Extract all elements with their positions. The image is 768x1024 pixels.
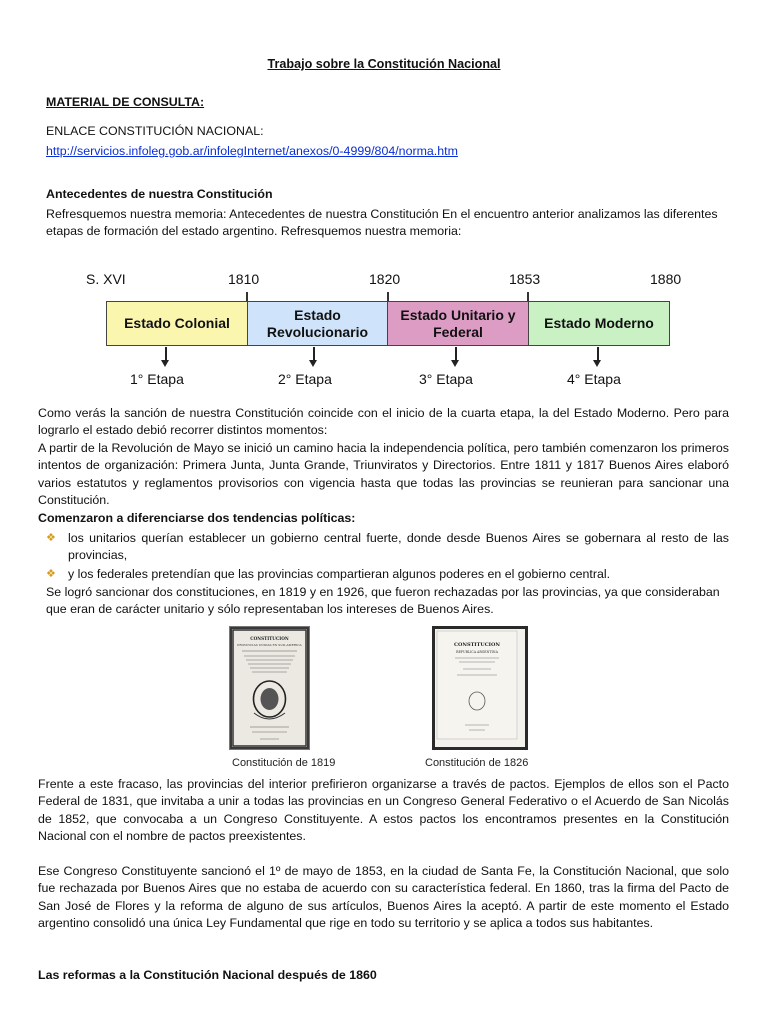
timeline-stage-1: 1° Etapa: [130, 371, 184, 387]
timeline-arrow: [313, 347, 315, 361]
timeline-year-1880: 1880: [650, 271, 682, 287]
timeline-arrow-head: [593, 360, 601, 367]
timeline-box-revolucionario: Estado Revolucionario: [247, 301, 388, 346]
list-item: [46, 530, 729, 565]
constitution-1819-image: [229, 626, 310, 750]
paragraph-4: Frente a este fracaso, las provincias del interior prefirieron organizarse a través de pactos. Ejemplos de ellos son el Pacto Federal de 1831, que invitaba a unir a todas las provincias en un Congreso General Federativo o el Acuerdo de San Nicolás de 1852, que convocaba a un Congreso Constituyente. A estos pactos los encontramos presentes en la Constitución Nacional con el nombre de pactos preexistentes.: [38, 777, 729, 844]
list-item: [46, 566, 729, 584]
timeline-box-unitario-federal: Estado Unitario y Federal: [387, 301, 529, 346]
timeline-stage-3: 3° Etapa: [419, 371, 473, 387]
reformas-heading: Las reformas a la Constitución Nacional después de 1860: [38, 968, 377, 982]
bullet-text: los unitarios querían establecer un gobierno central fuerte, donde desde Buenos Aires se gobernara al resto de las provincias,: [68, 531, 729, 563]
timeline-stage-4: 4° Etapa: [567, 371, 621, 387]
paragraph-3: Se logró sancionar dos constituciones, en 1819 y en 1926, que fueron rechazadas por las provincias, ya que consideraban que eran de carácter unitario y sólo representaban los intereses de Buenos Aires.: [46, 585, 720, 617]
doc-1826-title: CONSTITUCION: [454, 642, 500, 648]
link-label: ENLACE CONSTITUCIÓN NACIONAL:: [46, 124, 264, 138]
constitution-link[interactable]: http://servicios.infoleg.gob.ar/infolegInternet/anexos/0-4999/804/norma.htm: [46, 144, 458, 158]
doc-1819-title: CONSTITUCION: [250, 636, 289, 641]
timeline-arrow: [165, 347, 167, 361]
timeline-box-colonial: Estado Colonial: [106, 301, 248, 346]
doc-1826-subtitle: REPUBLICA ARGENTINA: [456, 650, 498, 654]
material-heading: MATERIAL DE CONSULTA:: [46, 95, 205, 109]
timeline-year-xvi: S. XVI: [86, 271, 126, 287]
document-1819-illustration: [230, 627, 309, 749]
page-title: Trabajo sobre la Constitución Nacional: [267, 57, 501, 71]
antecedentes-heading: Antecedentes de nuestra Constitución: [46, 187, 273, 201]
timeline-arrow: [597, 347, 599, 361]
tendencias-heading: Comenzaron a diferenciarse dos tendencias políticas:: [38, 511, 356, 525]
caption-1819: Constitución de 1819: [232, 757, 336, 769]
timeline-arrow: [455, 347, 457, 361]
timeline-arrow-head: [451, 360, 459, 367]
timeline-stage-2: 2° Etapa: [278, 371, 332, 387]
paragraph-2: A partir de la Revolución de Mayo se inició un camino hacia la independencia política, pero también comenzaron los primeros intentos de organización: Primera Junta, Junta Grande, Triunviratos y Directorios. Entre 1811 y 1817 Buenos Aires elaboró varios estatutos y reglamentos provisorios con vigencia hasta que todas las provincias se reunieran para sancionar una Constitución.: [38, 441, 729, 508]
timeline-year-1810: 1810: [228, 271, 260, 287]
diamond-bullet-icon: ❖: [46, 532, 56, 544]
paragraph-5: Ese Congreso Constituyente sancionó el 1º de mayo de 1853, en la ciudad de Santa Fe, la Constitución Nacional, que solo fue rechazada por Buenos Aires que no estaba de acuerdo con su característica federal. En 1860, tras la firma del Pacto de San José de Flores y la reforma de alguno de sus artículos, Buenos Aires la aceptó. A partir de este momento el Estado argentino consolidó una única Ley Fundamental que rige en todo su territorio y se aplica a todos sus habitantes.: [38, 864, 729, 931]
timeline-year-1820: 1820: [369, 271, 401, 287]
timeline-arrow-head: [309, 360, 317, 367]
bullet-text: y los federales pretendían que las provincias compartieran algunos poderes en el gobierno central.: [68, 567, 611, 581]
caption-1826: Constitución de 1826: [425, 757, 529, 769]
timeline-box-moderno: Estado Moderno: [528, 301, 670, 346]
constitution-1826-image: [432, 626, 528, 750]
document-1826-illustration: [435, 629, 519, 741]
diamond-bullet-icon: ❖: [46, 568, 56, 580]
doc-1819-subtitle: PROVINCIAS UNIDAS EN SUD-AMERICA: [237, 643, 302, 647]
paragraph-1: Como verás la sanción de nuestra Constitución coincide con el inicio de la cuarta etapa, la del Estado Moderno. Pero para lograrlo el estado debió recorrer distintos momentos:: [38, 406, 729, 438]
timeline-year-1853: 1853: [509, 271, 541, 287]
timeline-arrow-head: [161, 360, 169, 367]
antecedentes-text: Refresquemos nuestra memoria: Antecedentes de nuestra Constitución En el encuentro anterior analizamos las diferentes etapas de formación del estado argentino. Refresquemos nuestra memoria:: [46, 207, 718, 239]
